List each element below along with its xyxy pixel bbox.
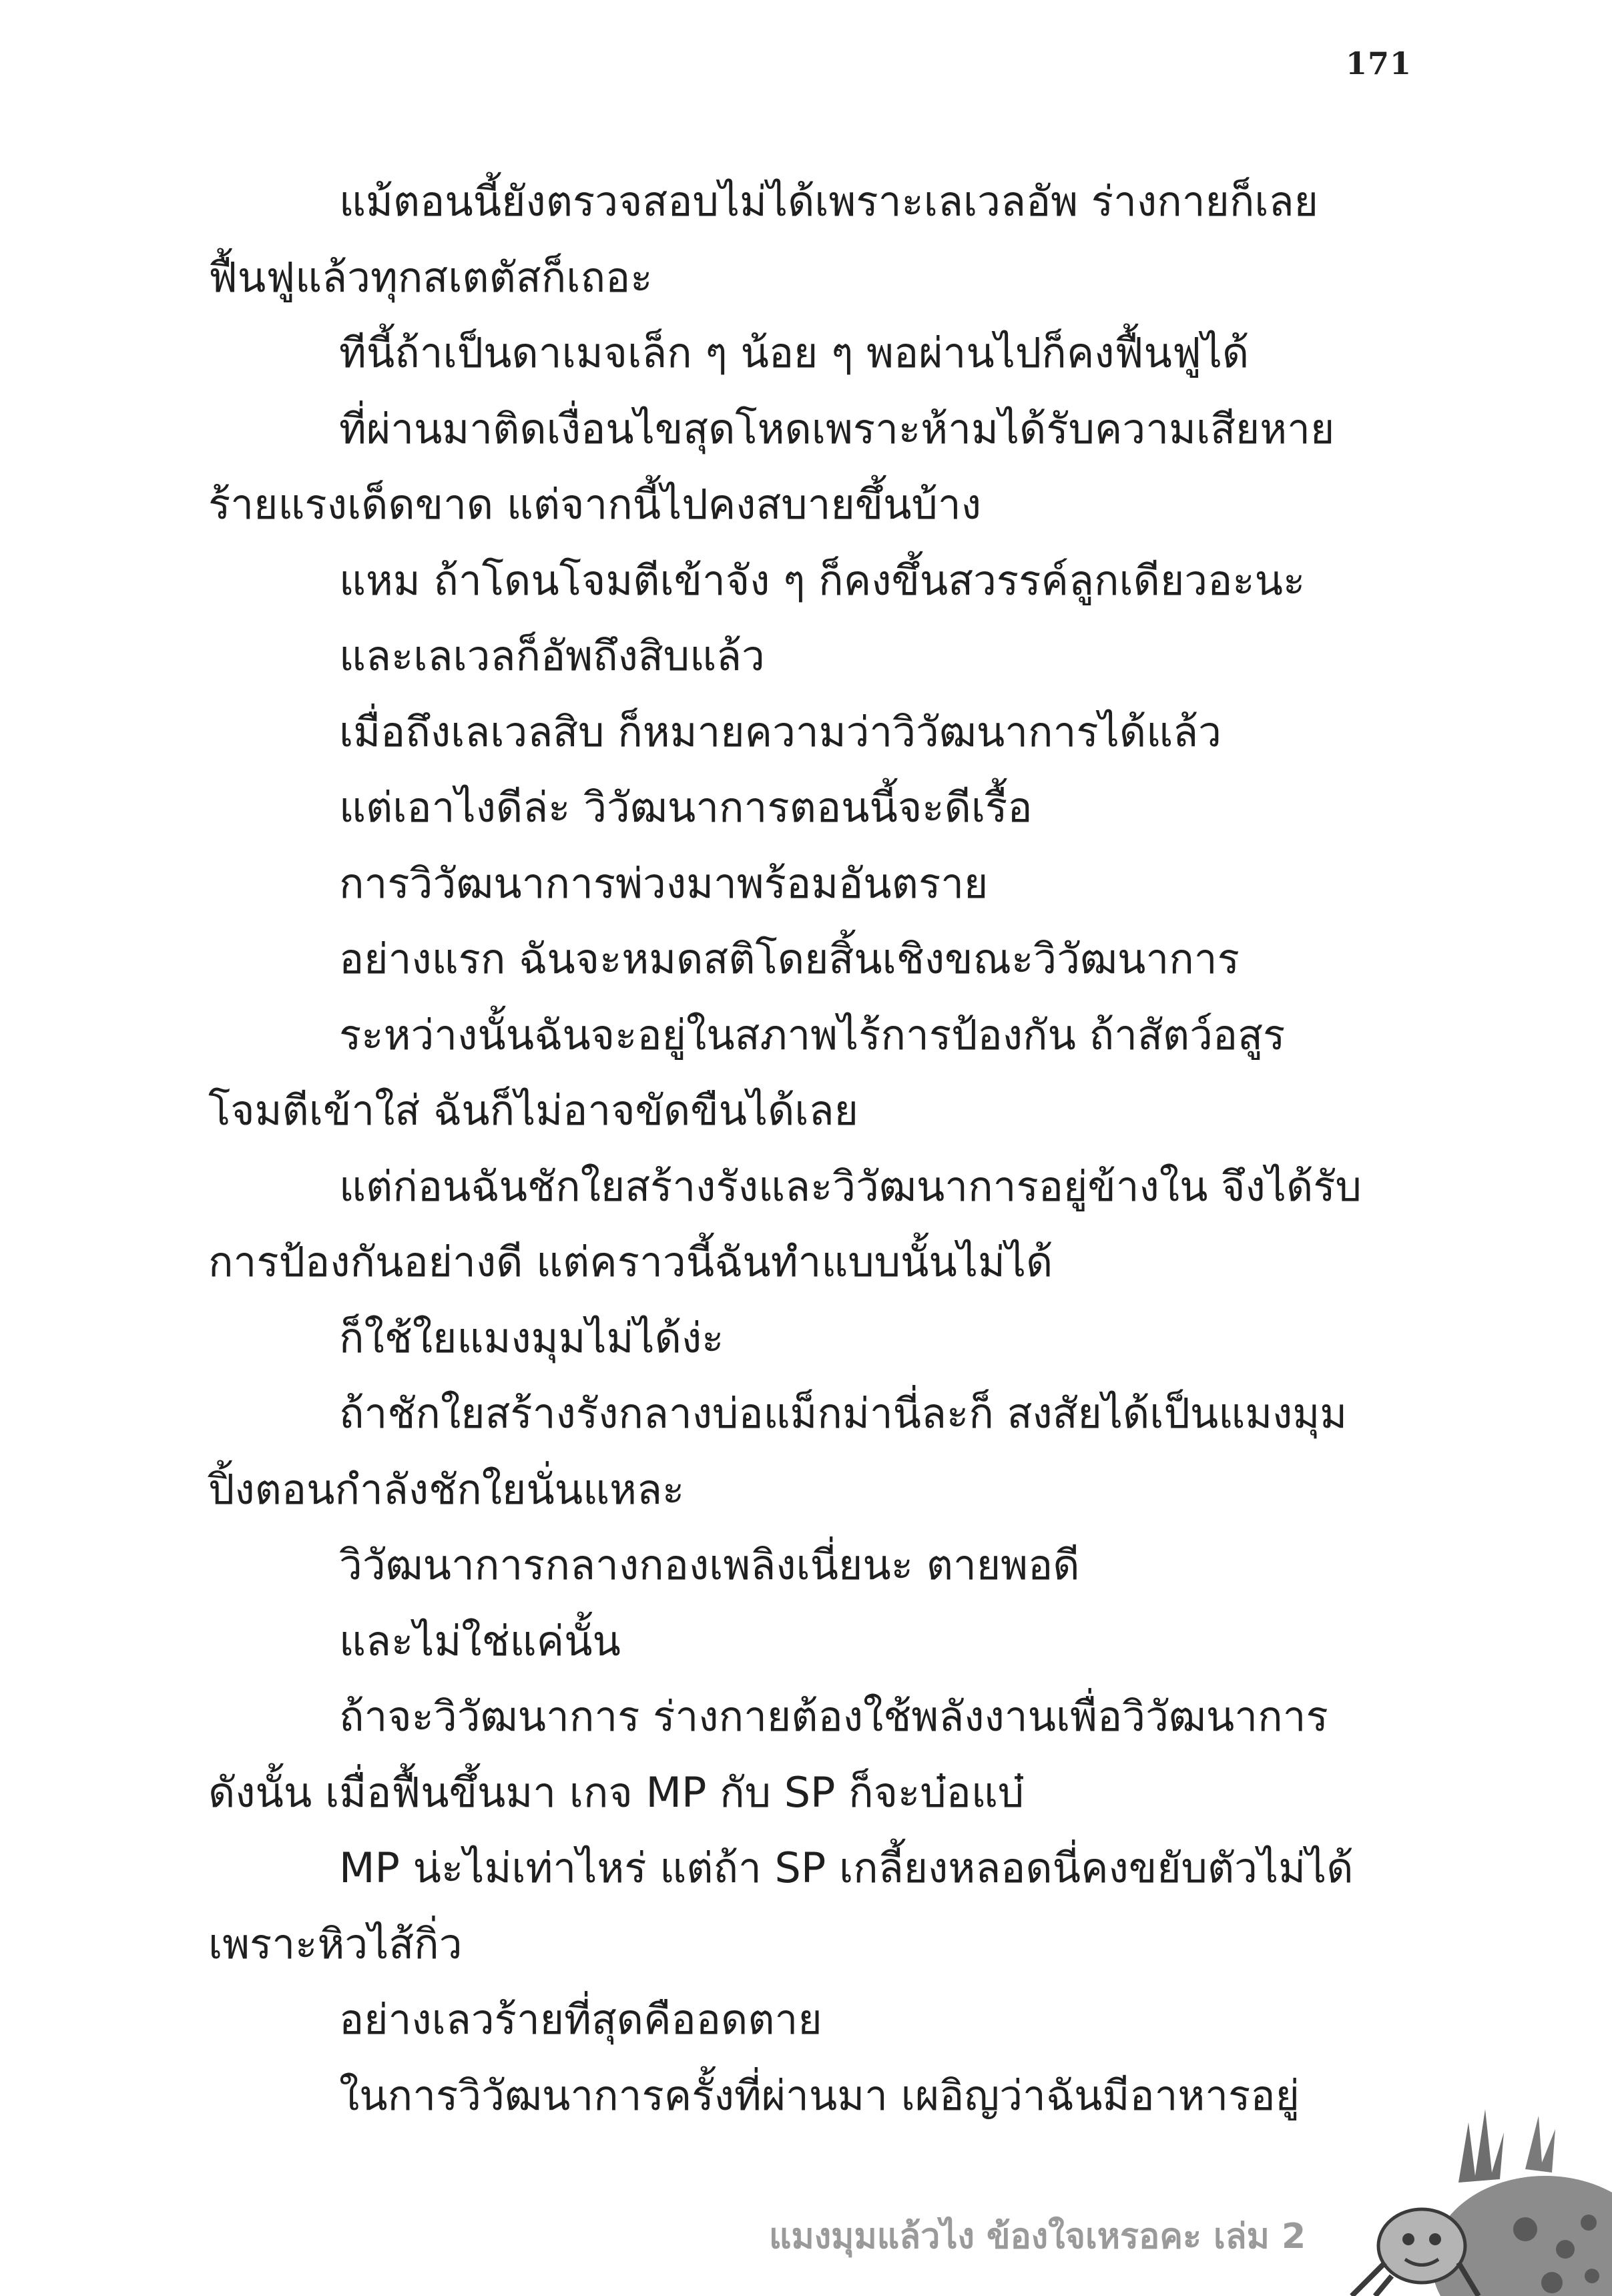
paragraph: อย่างเลวร้ายที่สุดคืออดตาย <box>339 1995 822 2044</box>
paragraph: ฟื้นฟูแล้วทุกสเตตัสก็เถอะ <box>208 252 653 302</box>
paragraph: วิวัฒนาการกลางกองเพลิงเนี่ยนะ ตายพอดี <box>339 1540 1080 1589</box>
paragraph: ก็ใช้ใยแมงมุมไม่ได้ง่ะ <box>339 1313 724 1362</box>
footer-book-title: แมงมุมแล้วไง ข้องใจเหรอคะ เล่ม 2 <box>769 2217 1306 2257</box>
paragraph: การวิวัฒนาการพ่วงมาพร้อมอันตราย <box>339 858 989 908</box>
paragraph: ถ้าชักใยสร้างรังกลางบ่อแม็กม่านี่ละก็ สงสัยได้เป็นแมงมุม <box>339 1389 1348 1438</box>
paragraph: การป้องกันอย่างดี แต่คราวนี้ฉันทำแบบนั้นไม่ได้ <box>208 1237 1053 1286</box>
paragraph: เพราะหิวไส้กิ่ว <box>208 1919 463 1968</box>
paragraph: ระหว่างนั้นฉันจะอยู่ในสภาพไร้การป้องกัน ถ้าสัตว์อสูร <box>339 1010 1286 1059</box>
paragraph: และไม่ใช่แค่นั้น <box>339 1616 621 1665</box>
paragraph: แต่เอาไงดีล่ะ วิวัฒนาการตอนนี้จะดีเรื้อ <box>339 783 1033 832</box>
paragraph: ที่ผ่านมาติดเงื่อนไขสุดโหดเพราะห้ามได้รับความเสียหาย <box>339 404 1335 453</box>
paragraph: MP น่ะไม่เท่าไหร่ แต่ถ้า SP เกลี้ยงหลอดนี่คงขยับตัวไม่ได้ <box>339 1843 1354 1892</box>
paragraph: ดังนั้น เมื่อฟื้นขึ้นมา เกจ MP กับ SP ก็จะบ๋อแบ๋ <box>208 1767 1025 1817</box>
paragraph: โจมตีเข้าใส่ ฉันก็ไม่อาจขัดขืนได้เลย <box>208 1086 858 1135</box>
paragraph: แหม ถ้าโดนโจมตีเข้าจัง ๆ ก็คงขึ้นสวรรค์ลูกเดียวอะนะ <box>339 555 1306 605</box>
body-text <box>208 164 1410 2133</box>
paragraph: แต่ก่อนฉันชักใยสร้างรังและวิวัฒนาการอยู่ข้างใน จึงได้รับ <box>339 1161 1362 1211</box>
paragraph: แม้ตอนนี้ยังตรวจสอบไม่ได้เพราะเลเวลอัพ ร่างกายก็เลย <box>339 177 1318 226</box>
paragraph: อย่างแรก ฉันจะหมดสติโดยสิ้นเชิงขณะวิวัฒนาการ <box>339 934 1240 983</box>
paragraph: ร้ายแรงเด็ดขาด แต่จากนี้ไปคงสบายขึ้นบ้าง <box>208 480 981 529</box>
paragraph: และเลเวลก็อัพถึงสิบแล้ว <box>339 631 765 680</box>
paragraph: ถ้าจะวิวัฒนาการ ร่างกายต้องใช้พลังงานเพื่อวิวัฒนาการ <box>339 1692 1328 1741</box>
paragraph: เมื่อถึงเลเวลสิบ ก็หมายความว่าวิวัฒนาการได้แล้ว <box>339 707 1222 756</box>
paragraph: ทีนี้ถ้าเป็นดาเมจเล็ก ๆ น้อย ๆ พอผ่านไปก็คงฟื้นฟูได้ <box>339 328 1250 377</box>
spider-mascot-icon <box>1325 2096 1612 2296</box>
paragraph: ในการวิวัฒนาการครั้งที่ผ่านมา เผอิญว่าฉันมีอาหารอยู่ <box>339 2070 1300 2120</box>
page-number: 171 <box>1345 45 1412 81</box>
paragraph: ปิ้งตอนกำลังชักใยนั่นแหละ <box>208 1464 685 1514</box>
